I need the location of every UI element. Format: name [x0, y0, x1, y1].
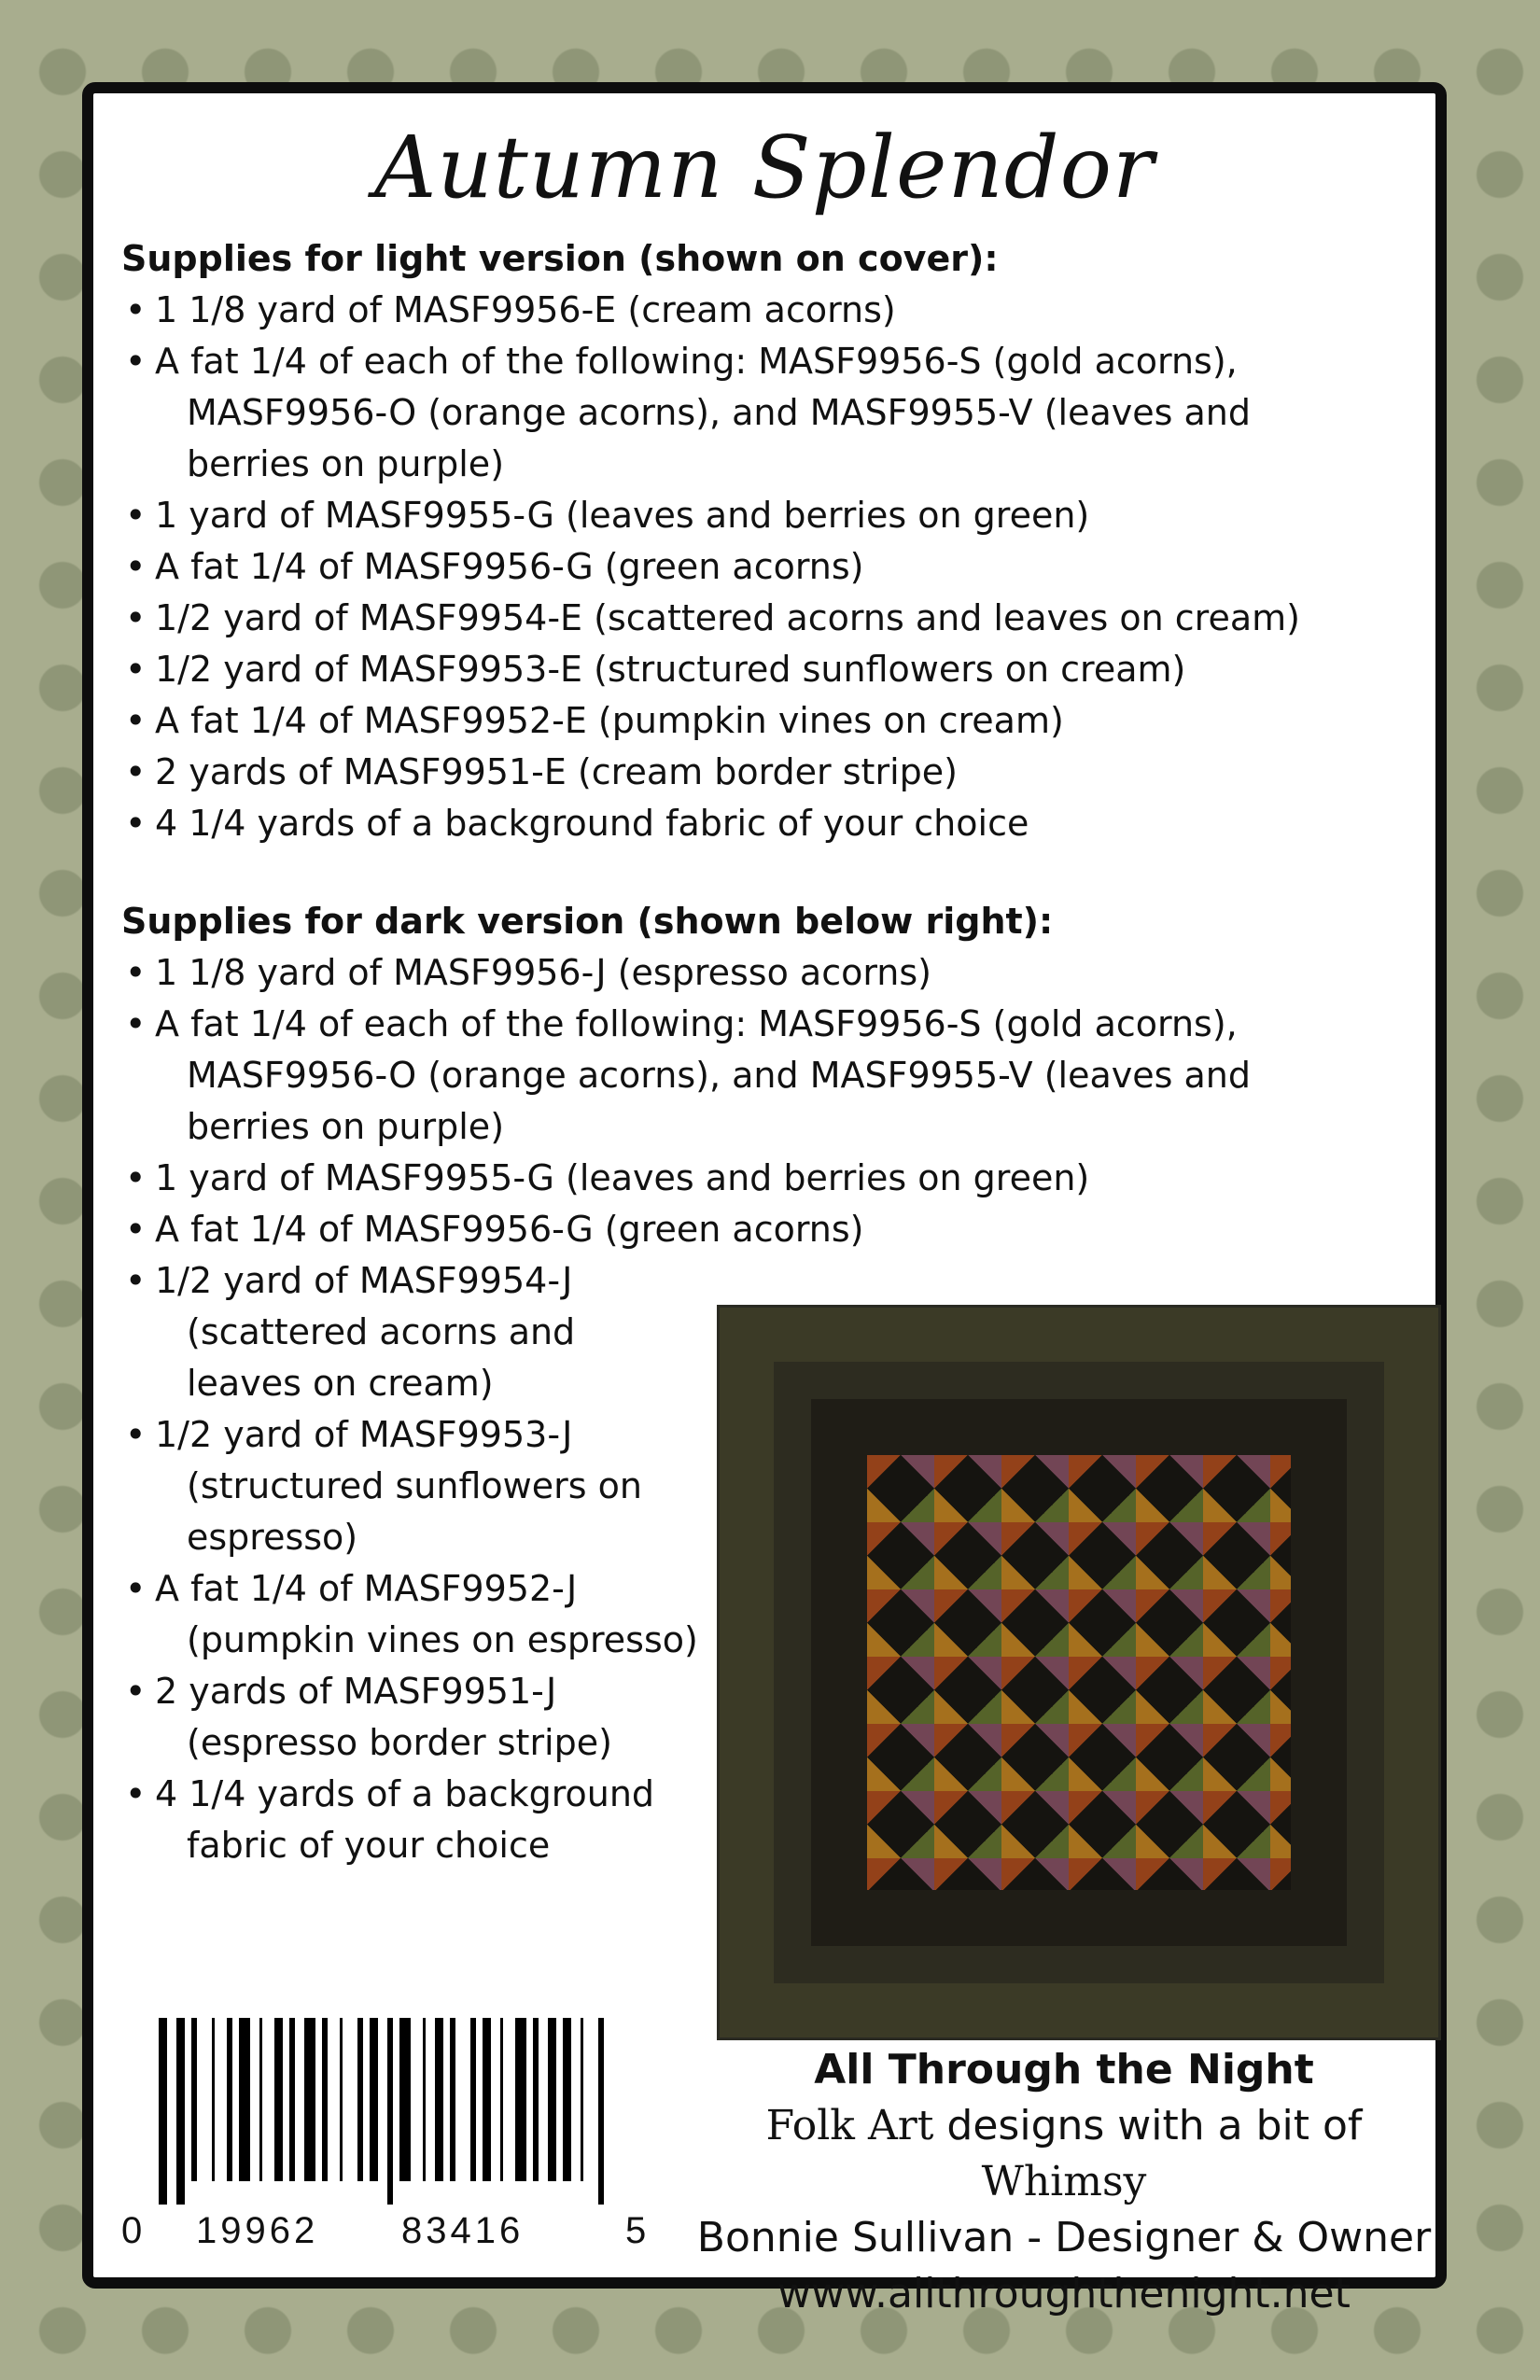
- supply-item-text: MASF9956-O (orange acorns), and MASF9955-V (leaves and: [187, 392, 1251, 433]
- supply-item: [121, 1153, 1251, 1204]
- supply-item-text: A fat 1/4 of MASF9956-G (green acorns): [155, 546, 864, 587]
- barcode-bar: [450, 2018, 455, 2181]
- supply-item-text: A fat 1/4 of each of the following: MASF9956-S (gold acorns),: [155, 1003, 1238, 1044]
- supply-item-text: 1 1/8 yard of MASF9956-J (espresso acorns): [155, 952, 932, 993]
- company-tagline: [681, 2098, 1447, 2210]
- bullet-icon: •: [125, 751, 147, 792]
- barcode-digit-prefix: 0: [121, 2210, 143, 2251]
- barcode-bar: [500, 2018, 503, 2181]
- tagline-folk-art: Folk Art: [765, 2102, 934, 2149]
- supply-item: [121, 947, 1251, 999]
- bullet-icon: •: [125, 803, 147, 844]
- barcode-bar: [370, 2018, 378, 2181]
- supply-item-text: 4 1/4 yards of a background fabric of your choice: [155, 803, 1029, 844]
- supply-item-text: A fat 1/4 of MASF9952-J: [155, 1568, 578, 1609]
- supply-item-text: 1/2 yard of MASF9953-E (structured sunflowers on cream): [155, 649, 1186, 690]
- supply-item-text: 1/2 yard of MASF9954-E (scattered acorns and leaves on cream): [155, 597, 1300, 638]
- bullet-icon: •: [125, 495, 147, 536]
- barcode-bar: [598, 2018, 604, 2205]
- supply-item: [121, 490, 1300, 541]
- barcode-bar: [387, 2018, 393, 2205]
- barcode-bar: [483, 2018, 491, 2181]
- tagline-middle: designs with a bit of: [933, 2102, 1363, 2149]
- quilt-center-blocks: [867, 1455, 1291, 1890]
- supply-item-text: 1/2 yard of MASF9954-J: [155, 1260, 573, 1301]
- barcode-bar: [191, 2018, 197, 2181]
- barcode-bar: [515, 2018, 526, 2181]
- barcode-bar: [340, 2018, 343, 2181]
- supply-item: [121, 798, 1300, 849]
- barcode-bar: [399, 2018, 411, 2181]
- supply-item-text: 4 1/4 yards of a background: [155, 1773, 655, 1814]
- bullet-icon: •: [125, 700, 147, 741]
- bullet-icon: •: [125, 649, 147, 690]
- supply-item-text: berries on purple): [187, 443, 505, 484]
- barcode-bar: [212, 2018, 215, 2181]
- bullet-icon: •: [125, 597, 147, 638]
- bullet-icon: •: [125, 952, 147, 993]
- supply-item-text: 1/2 yard of MASF9953-J: [155, 1414, 573, 1455]
- barcode-bar: [239, 2018, 250, 2181]
- bullet-icon: •: [125, 341, 147, 382]
- barcode-bar: [533, 2018, 539, 2181]
- barcode-bar: [423, 2018, 426, 2181]
- supply-item: [121, 1204, 1251, 1255]
- light-version-heading: Supplies for light version (shown on cover):: [121, 238, 999, 279]
- barcode-bar: [548, 2018, 556, 2181]
- company-info: [681, 2042, 1447, 2322]
- quilt-photo-dark-version: [717, 1305, 1441, 2040]
- light-version-supplies: [121, 233, 1300, 849]
- supply-item: [121, 541, 1300, 593]
- barcode-bar: [322, 2018, 328, 2181]
- supply-item-text: A fat 1/4 of MASF9952-E (pumpkin vines on cream): [155, 700, 1064, 741]
- supply-item: [121, 285, 1300, 336]
- barcode-bar: [563, 2018, 571, 2181]
- supply-item-text: (structured sunflowers on: [187, 1465, 642, 1506]
- supply-item-text: leaves on cream): [187, 1363, 494, 1404]
- supply-item-text: (pumpkin vines on espresso): [187, 1619, 698, 1660]
- barcode-bar: [259, 2018, 262, 2181]
- bullet-icon: •: [125, 1568, 147, 1609]
- bullet-icon: •: [125, 289, 147, 330]
- barcode-bar: [470, 2018, 476, 2181]
- supply-item-text: 2 yards of MASF9951-J: [155, 1671, 557, 1712]
- bullet-icon: •: [125, 1209, 147, 1250]
- bullet-icon: •: [125, 1260, 147, 1301]
- barcode-bar: [176, 2018, 185, 2205]
- supply-item-text: berries on purple): [187, 1106, 505, 1147]
- barcode-digit-check: 5: [625, 2210, 647, 2251]
- bullet-icon: •: [125, 1414, 147, 1455]
- supply-item-text: 2 yards of MASF9951-E (cream border stripe): [155, 751, 958, 792]
- bullet-icon: •: [125, 1003, 147, 1044]
- bullet-icon: •: [125, 1157, 147, 1198]
- supply-item-text: (scattered acorns and: [187, 1311, 576, 1352]
- supply-item: [121, 747, 1300, 798]
- supply-item: [121, 593, 1300, 644]
- supply-item-text: fabric of your choice: [187, 1825, 551, 1866]
- bullet-icon: •: [125, 1773, 147, 1814]
- supply-item: [121, 999, 1251, 1153]
- barcode-bar: [159, 2018, 167, 2205]
- company-owner: Bonnie Sullivan - Designer & Owner: [696, 2214, 1432, 2261]
- pattern-card: [82, 82, 1447, 2317]
- supply-item-text: (espresso border stripe): [187, 1722, 612, 1763]
- barcode-bars: [121, 2018, 663, 2205]
- barcode-bar: [289, 2018, 295, 2181]
- supply-item-text: 1 yard of MASF9955-G (leaves and berries on green): [155, 495, 1090, 536]
- barcode-bar: [581, 2018, 583, 2181]
- barcode-bar: [274, 2018, 283, 2181]
- page-title: Autumn Splendor: [374, 118, 1155, 217]
- supply-item-text: MASF9956-O (orange acorns), and MASF9955-V (leaves and: [187, 1055, 1251, 1096]
- supply-item-text: A fat 1/4 of MASF9956-G (green acorns): [155, 1209, 864, 1250]
- bullet-icon: •: [125, 1671, 147, 1712]
- quilt-inner-border: [774, 1362, 1384, 1983]
- supply-item: [121, 644, 1300, 695]
- barcode-digit-group-2: 83416: [401, 2210, 525, 2251]
- company-name: All Through the Night: [814, 2046, 1314, 2093]
- barcode-digit-group-1: 19962: [196, 2210, 319, 2251]
- barcode-bar: [357, 2018, 363, 2181]
- supply-item: [121, 695, 1300, 747]
- supply-item-text: 1 1/8 yard of MASF9956-E (cream acorns): [155, 289, 896, 330]
- light-supplies-list: [121, 285, 1300, 849]
- supply-item-text: A fat 1/4 of each of the following: MASF9956-S (gold acorns),: [155, 341, 1238, 382]
- supply-item-text: 1 yard of MASF9955-G (leaves and berries on green): [155, 1157, 1090, 1198]
- barcode-bar: [435, 2018, 443, 2181]
- bullet-icon: •: [125, 546, 147, 587]
- company-website[interactable]: www.allthroughthenight.net: [777, 2270, 1351, 2317]
- supply-item-text: espresso): [187, 1517, 358, 1558]
- barcode-bar: [304, 2018, 315, 2181]
- dark-version-heading: Supplies for dark version (shown below right):: [121, 901, 1054, 942]
- tagline-whimsy: Whimsy: [981, 2158, 1147, 2205]
- barcode-bar: [227, 2018, 232, 2181]
- supply-item: [121, 336, 1300, 490]
